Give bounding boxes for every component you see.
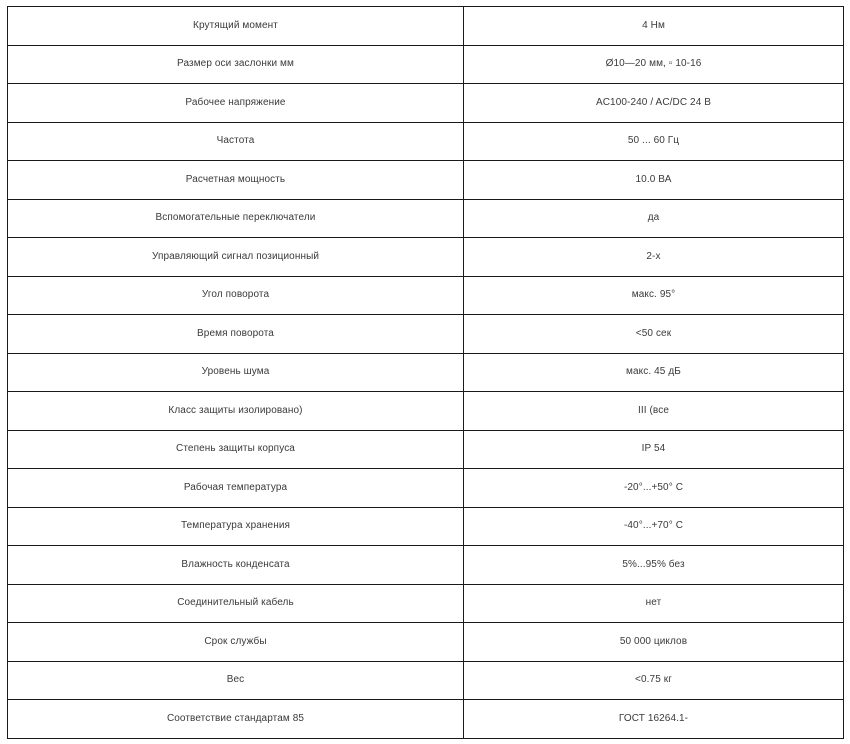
spec-name: Температура хранения xyxy=(8,507,464,546)
table-row xyxy=(8,238,844,277)
spec-name: Время поворота xyxy=(8,315,464,354)
spec-value: 5%...95% без xyxy=(464,546,844,585)
spec-name: Угол поворота xyxy=(8,276,464,315)
table-row xyxy=(8,45,844,84)
table-row xyxy=(8,623,844,662)
table-row xyxy=(8,7,844,46)
spec-value: <50 сек xyxy=(464,315,844,354)
table-row xyxy=(8,199,844,238)
table-row xyxy=(8,546,844,585)
spec-name: Частота xyxy=(8,122,464,161)
spec-name: Вспомогательные переключатели xyxy=(8,199,464,238)
spec-value: макс. 45 дБ xyxy=(464,353,844,392)
spec-value: -40°...+70° С xyxy=(464,507,844,546)
spec-name: Управляющий сигнал позиционный xyxy=(8,238,464,277)
spec-value: III (все xyxy=(464,392,844,431)
spec-value: макс. 95° xyxy=(464,276,844,315)
spec-name: Соединительный кабель xyxy=(8,584,464,623)
spec-value: да xyxy=(464,199,844,238)
spec-name: Вес xyxy=(8,661,464,700)
spec-name: Рабочая температура xyxy=(8,469,464,508)
table-row xyxy=(8,122,844,161)
spec-name: Степень защиты корпуса xyxy=(8,430,464,469)
table-row xyxy=(8,315,844,354)
spec-name: Расчетная мощность xyxy=(8,161,464,200)
table-row xyxy=(8,353,844,392)
table-row xyxy=(8,392,844,431)
spec-name: Крутящий момент xyxy=(8,7,464,46)
spec-value: AC100-240 / AC/DC 24 В xyxy=(464,84,844,123)
spec-name: Размер оси заслонки мм xyxy=(8,45,464,84)
spec-value: 10.0 ВА xyxy=(464,161,844,200)
table-row xyxy=(8,430,844,469)
spec-value: -20°...+50° С xyxy=(464,469,844,508)
spec-value: 50 000 циклов xyxy=(464,623,844,662)
spec-name: Срок службы xyxy=(8,623,464,662)
spec-name: Уровень шума xyxy=(8,353,464,392)
spec-name: Влажность конденсата xyxy=(8,546,464,585)
spec-value: 2-х xyxy=(464,238,844,277)
table-row xyxy=(8,469,844,508)
table-row xyxy=(8,84,844,123)
spec-value: нет xyxy=(464,584,844,623)
spec-name: Класс защиты изолировано) xyxy=(8,392,464,431)
table-row xyxy=(8,161,844,200)
spec-name: Соответствие стандартам 85 xyxy=(8,700,464,739)
spec-name: Рабочее напряжение xyxy=(8,84,464,123)
spec-value: IP 54 xyxy=(464,430,844,469)
specifications-table xyxy=(7,6,844,739)
table-row xyxy=(8,584,844,623)
specifications-table-body xyxy=(8,7,844,739)
table-row xyxy=(8,700,844,739)
table-row xyxy=(8,661,844,700)
spec-value: Ø10—20 мм, ▫ 10-16 xyxy=(464,45,844,84)
spec-value: 50 ... 60 Гц xyxy=(464,122,844,161)
spec-value: 4 Нм xyxy=(464,7,844,46)
table-row xyxy=(8,507,844,546)
spec-value: ГОСТ 16264.1- xyxy=(464,700,844,739)
spec-value: <0.75 кг xyxy=(464,661,844,700)
table-row xyxy=(8,276,844,315)
